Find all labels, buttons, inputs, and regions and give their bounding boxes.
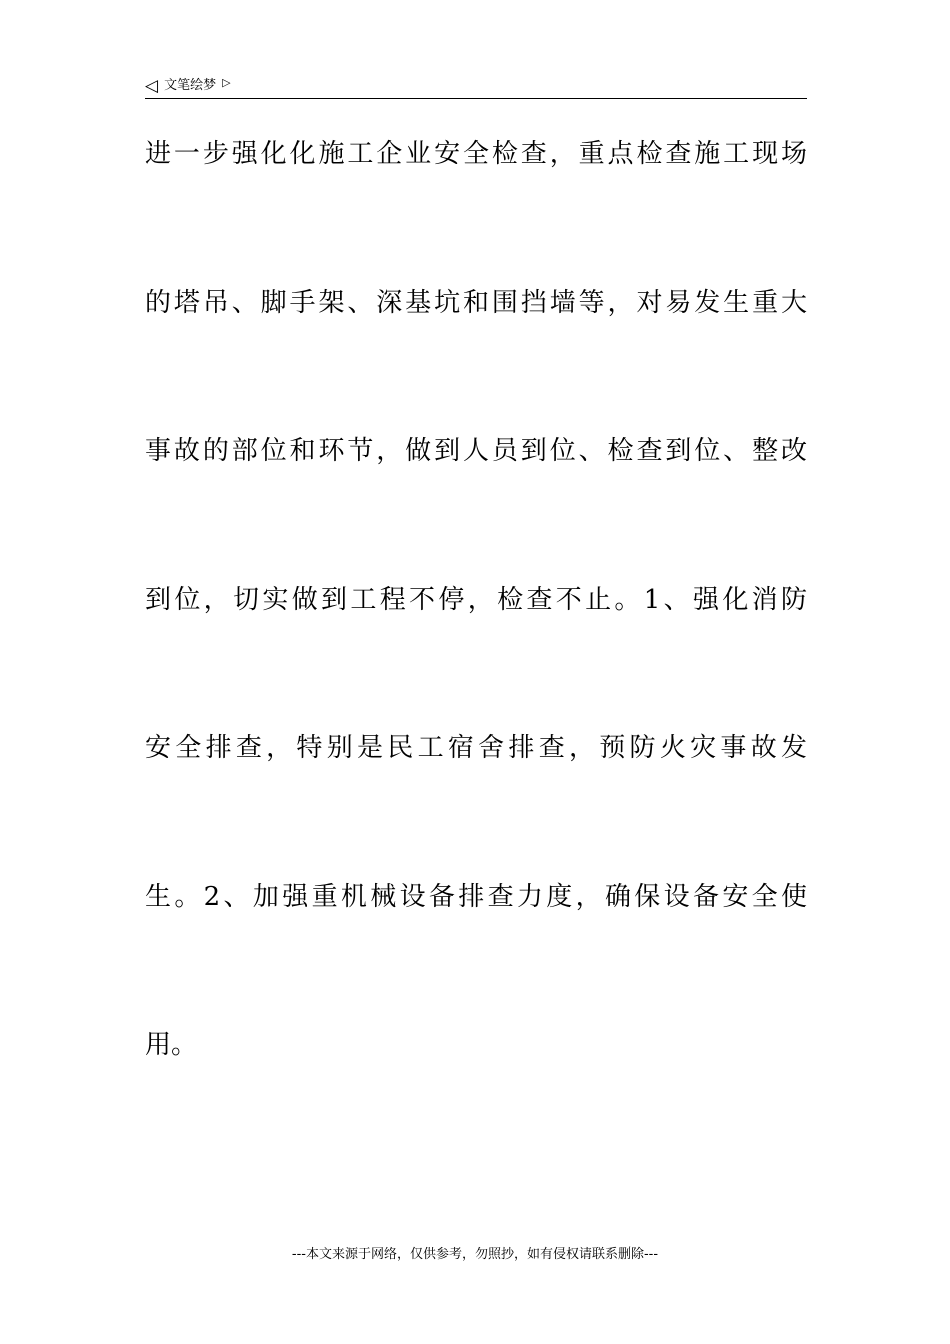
body-line-6: 生。2、加强重机械设备排查力度，确保设备安全使: [145, 881, 807, 912]
body-line-5: 安全排查，特别是民工宿舍排查，预防火灾事故发: [145, 733, 807, 763]
header-title: 文笔绘梦: [164, 78, 217, 93]
page-footer: ---本文来源于网络，仅供参考，勿照抄，如有侵权请联系删除---: [291, 1247, 659, 1262]
page-header: [145, 74, 807, 99]
body-line-3: 事故的部位和环节，做到人员到位、检查到位、整改: [145, 436, 807, 466]
body-line-4: 到位，切实做到工程不停，检查不止。1、强化消防: [145, 584, 807, 615]
left-triangle-icon: ◁: [145, 76, 159, 96]
body-line-1: 进一步强化化施工企业安全检查，重点检查施工现场: [145, 139, 807, 169]
body-line-7: 用。: [145, 1030, 198, 1060]
document-body: [145, 126, 807, 1166]
body-line-2: 的塔吊、脚手架、深基坑和围挡墙等，对易发生重大: [145, 287, 807, 318]
right-triangle-icon: ▷: [222, 76, 231, 89]
